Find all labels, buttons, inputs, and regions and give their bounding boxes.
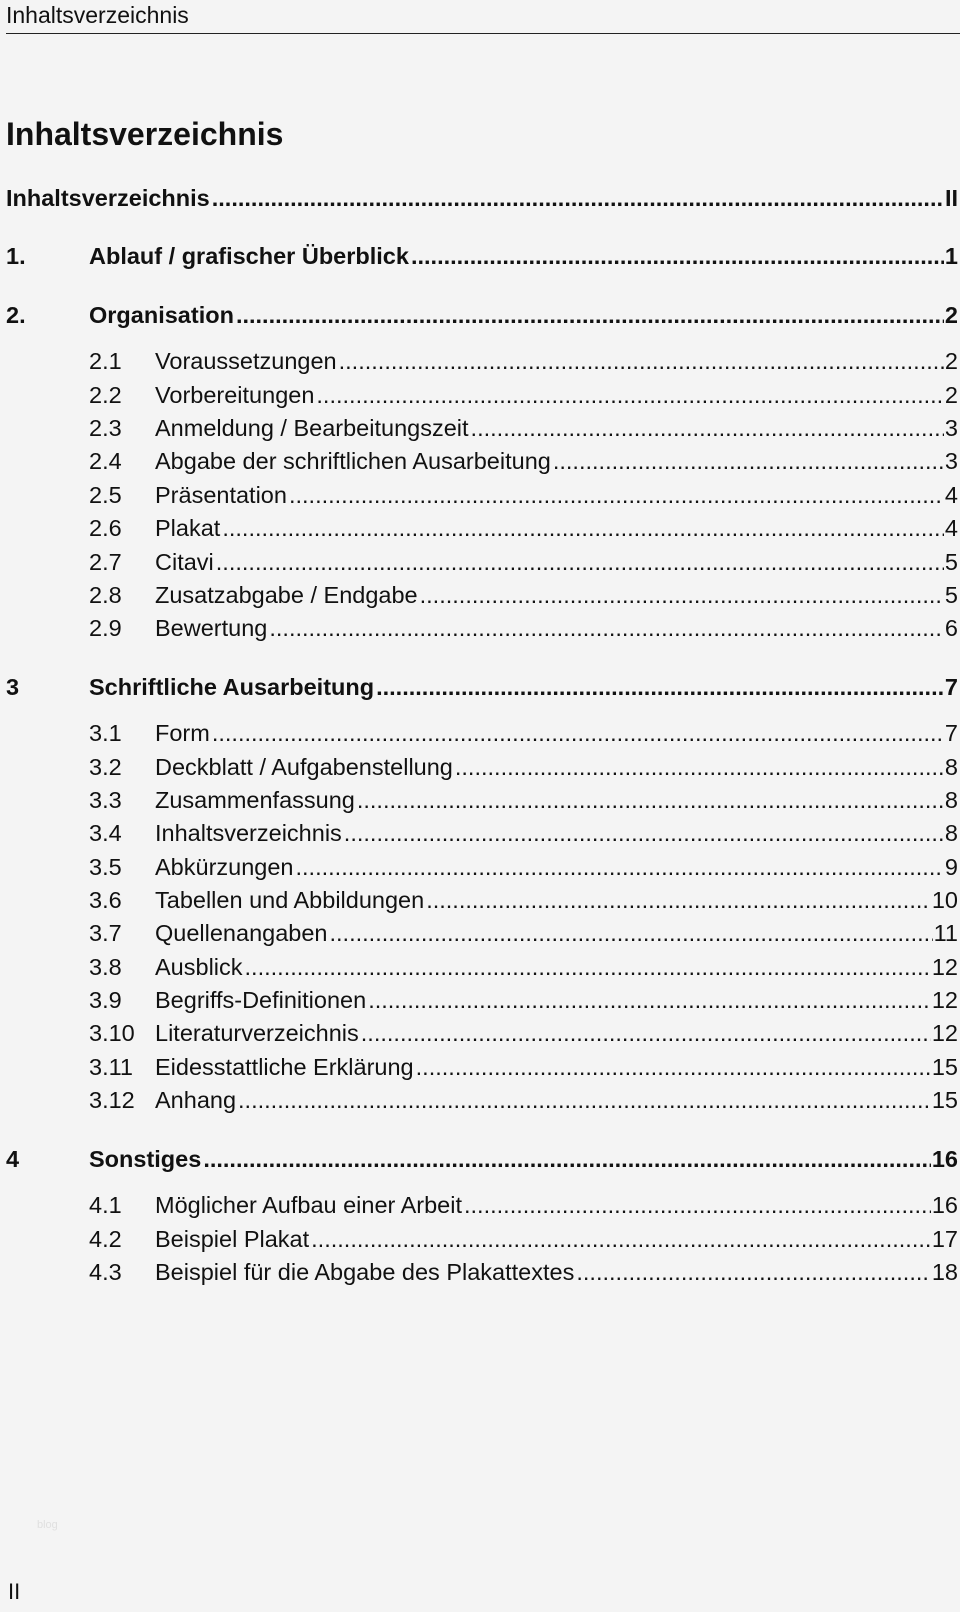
- toc-entry-number: 3.3: [89, 787, 122, 813]
- toc-leader-dots: [357, 785, 944, 815]
- toc-entry-3-11[interactable]: [6, 1052, 958, 1082]
- toc-leader-dots: [296, 852, 944, 882]
- toc-entry-title: Abkürzungen: [155, 854, 294, 880]
- toc-entry-number: 3.8: [89, 954, 122, 980]
- toc-entry-1[interactable]: [6, 241, 958, 271]
- toc-entry-page: 5: [944, 549, 958, 575]
- toc-entry-number: 1.: [6, 243, 26, 269]
- toc-entry-page: 8: [944, 787, 958, 813]
- toc-leader-dots: [212, 718, 944, 748]
- toc-entry-title: Abgabe der schriftlichen Ausarbeitung: [155, 448, 551, 474]
- toc-leader-dots: [222, 513, 944, 543]
- toc-entry-3[interactable]: [6, 672, 958, 702]
- toc-entry-2-8[interactable]: [6, 580, 958, 610]
- toc-entry-3-10[interactable]: [6, 1018, 958, 1048]
- toc-leader-dots: [464, 1190, 931, 1220]
- toc-entry-3-6[interactable]: [6, 885, 958, 915]
- toc-leader-dots: [426, 885, 931, 915]
- toc-entry-title: Citavi: [155, 549, 214, 575]
- toc-entry-number: 3.9: [89, 987, 122, 1013]
- toc-entry-page: 3: [944, 448, 958, 474]
- toc-entry-page: II: [944, 185, 958, 211]
- toc-leader-dots: [411, 241, 944, 271]
- toc-entry-number: 3.1: [89, 720, 122, 746]
- toc-entry-3-4[interactable]: [6, 818, 958, 848]
- toc-leader-dots: [576, 1257, 931, 1287]
- toc-entry-page: 8: [944, 754, 958, 780]
- toc-entry-page: 12: [931, 954, 958, 980]
- toc-leader-dots: [471, 413, 944, 443]
- toc-entry-number: 4: [6, 1146, 20, 1172]
- toc-entry-3-9[interactable]: [6, 985, 958, 1015]
- toc-entry-page: 6: [944, 615, 958, 641]
- toc-entry-number: 4.2: [89, 1226, 122, 1252]
- toc-entry-page: 16: [931, 1146, 958, 1172]
- toc-entry-number: 3: [6, 674, 20, 700]
- toc-entry-title: Anmeldung / Bearbeitungszeit: [155, 415, 469, 441]
- toc-entry-number: 3.10: [89, 1020, 135, 1046]
- toc-leader-dots: [368, 985, 931, 1015]
- toc-leader-dots: [330, 918, 933, 948]
- toc-entry-title: Möglicher Aufbau einer Arbeit: [155, 1192, 462, 1218]
- toc-entry-number: 3.11: [89, 1054, 133, 1080]
- toc-entry-2-7[interactable]: [6, 547, 958, 577]
- toc-entry-number: 2.1: [89, 348, 122, 374]
- toc-entry-title: Voraussetzungen: [155, 348, 337, 374]
- toc-entry-title: Ausblick: [155, 954, 243, 980]
- header-title: Inhaltsverzeichnis: [6, 2, 189, 28]
- footer-page-number: II: [8, 1579, 21, 1604]
- toc-entry-title: Beispiel Plakat: [155, 1226, 310, 1252]
- toc-entry-3-12[interactable]: [6, 1085, 958, 1115]
- toc-entry-3-8[interactable]: [6, 952, 958, 982]
- toc-entry-page: 18: [931, 1259, 958, 1285]
- toc-entry-3-1[interactable]: [6, 718, 958, 748]
- toc-entry-number: 2.5: [89, 482, 122, 508]
- toc-entry-4-2[interactable]: [6, 1224, 958, 1254]
- toc-entry-title: Schriftliche Ausarbeitung: [89, 674, 375, 700]
- toc-entry-number: 3.6: [89, 887, 122, 913]
- toc-entry-3-3[interactable]: [6, 785, 958, 815]
- toc-entry-number: 2.9: [89, 615, 122, 641]
- toc-entry-2-1[interactable]: [6, 346, 958, 376]
- toc-leader-dots: [361, 1018, 931, 1048]
- toc-leader-dots: [269, 613, 944, 643]
- toc-entry-page: 3: [944, 415, 958, 441]
- toc-entry-page: 7: [944, 674, 958, 700]
- toc-entry-number: 2.4: [89, 448, 122, 474]
- toc-entry-2-9[interactable]: [6, 613, 958, 643]
- toc-entry-page: 2: [944, 348, 958, 374]
- toc-leader-dots: [455, 752, 944, 782]
- toc-entry-title: Form: [155, 720, 210, 746]
- page-title: Inhaltsverzeichnis: [6, 116, 284, 152]
- watermark: blog: [37, 1519, 58, 1531]
- toc-entry-title: Organisation: [89, 302, 234, 328]
- toc-entry-2-5[interactable]: [6, 480, 958, 510]
- toc-entry-number: 2.: [6, 302, 26, 328]
- toc-entry-title: Plakat: [155, 515, 221, 541]
- toc-entry-title: Bewertung: [155, 615, 268, 641]
- toc-leader-dots: [416, 1052, 931, 1082]
- toc-leader-dots: [316, 380, 944, 410]
- toc-entry-page: 12: [931, 1020, 958, 1046]
- toc-leader-dots: [376, 672, 944, 702]
- toc-entry-page: 2: [944, 302, 958, 328]
- toc-entry-2-4[interactable]: [6, 446, 958, 476]
- toc-leader-dots: [420, 580, 944, 610]
- toc-leader-dots: [203, 1144, 931, 1174]
- toc-entry-number: 3.4: [89, 820, 122, 846]
- toc-entry-title: Eidesstattliche Erklärung: [155, 1054, 414, 1080]
- toc-entry-page: 2: [944, 382, 958, 408]
- toc-entry-page: 8: [944, 820, 958, 846]
- toc-entry-title: Präsentation: [155, 482, 287, 508]
- toc-entry-title: Vorbereitungen: [155, 382, 315, 408]
- toc-entry-page: 4: [944, 482, 958, 508]
- toc-entry-2-6[interactable]: [6, 513, 958, 543]
- toc-entry-page: 7: [944, 720, 958, 746]
- toc-entry-title: Inhaltsverzeichnis: [6, 185, 210, 211]
- toc-leader-dots: [344, 818, 944, 848]
- toc-entry-4-1[interactable]: [6, 1190, 958, 1220]
- toc-entry-title: Inhaltsverzeichnis: [155, 820, 342, 846]
- toc-entry-4[interactable]: [6, 1144, 958, 1174]
- toc-entry-2[interactable]: [6, 300, 958, 330]
- toc-entry-2-3[interactable]: [6, 413, 958, 443]
- toc-entry-3-7[interactable]: [6, 918, 958, 948]
- toc-entry-page: 17: [931, 1226, 958, 1252]
- page-header: [6, 0, 960, 34]
- toc-entry-title: Ablauf / grafischer Überblick: [89, 243, 409, 269]
- toc-entry-number: 3.12: [89, 1087, 135, 1113]
- toc-entry-4-3[interactable]: [6, 1257, 958, 1287]
- toc-entry-title: Anhang: [155, 1087, 237, 1113]
- toc-entry-page: 10: [931, 887, 958, 913]
- toc-entry-number: 2.8: [89, 582, 122, 608]
- toc-entry-number: 3.5: [89, 854, 122, 880]
- toc-leader-dots: [311, 1224, 931, 1254]
- toc-leader-dots: [245, 952, 931, 982]
- toc-entry-page: 5: [944, 582, 958, 608]
- toc-entry-number: 3.2: [89, 754, 122, 780]
- toc-entry-title: Beispiel für die Abgabe des Plakattextes: [155, 1259, 575, 1285]
- toc-entry-page: 15: [931, 1087, 958, 1113]
- toc-leader-dots: [212, 183, 944, 213]
- toc-entry-page: 9: [944, 854, 958, 880]
- toc-entry-title: Begriffs-Definitionen: [155, 987, 367, 1013]
- toc-entry-title: Tabellen und Abbildungen: [155, 887, 425, 913]
- toc-entry-number: 2.3: [89, 415, 122, 441]
- toc-leader-dots: [216, 547, 944, 577]
- toc-entry-number: 3.7: [89, 920, 122, 946]
- toc-leader-dots: [236, 300, 944, 330]
- toc-leader-dots: [238, 1085, 931, 1115]
- toc-entry-page: 1: [944, 243, 958, 269]
- toc-entry-title: Literaturverzeichnis: [155, 1020, 359, 1046]
- toc-entry-3-5[interactable]: [6, 852, 958, 882]
- toc-entry-number: 2.6: [89, 515, 122, 541]
- toc-leader-dots: [339, 346, 944, 376]
- toc-entry-page: 12: [931, 987, 958, 1013]
- toc-entry-3-2[interactable]: [6, 752, 958, 782]
- toc-entry-title: Sonstiges: [89, 1146, 202, 1172]
- toc-entry-title: Zusammenfassung: [155, 787, 355, 813]
- toc-entry-number: 4.1: [89, 1192, 122, 1218]
- toc-entry-number: 2.7: [89, 549, 122, 575]
- toc-leader-dots: [289, 480, 944, 510]
- toc-entry-title: Quellenangaben: [155, 920, 328, 946]
- toc-entry-title: Deckblatt / Aufgabenstellung: [155, 754, 453, 780]
- toc-entry-page: 11: [933, 920, 958, 946]
- toc-entry-page: 15: [931, 1054, 958, 1080]
- toc-entry-inhaltsverzeichnis[interactable]: [6, 183, 958, 213]
- toc-entry-number: 4.3: [89, 1259, 122, 1285]
- toc-entry-page: 4: [944, 515, 958, 541]
- toc-entry-number: 2.2: [89, 382, 122, 408]
- toc-entry-page: 16: [931, 1192, 958, 1218]
- toc-entry-title: Zusatzabgabe / Endgabe: [155, 582, 418, 608]
- toc-leader-dots: [553, 446, 944, 476]
- toc-entry-2-2[interactable]: [6, 380, 958, 410]
